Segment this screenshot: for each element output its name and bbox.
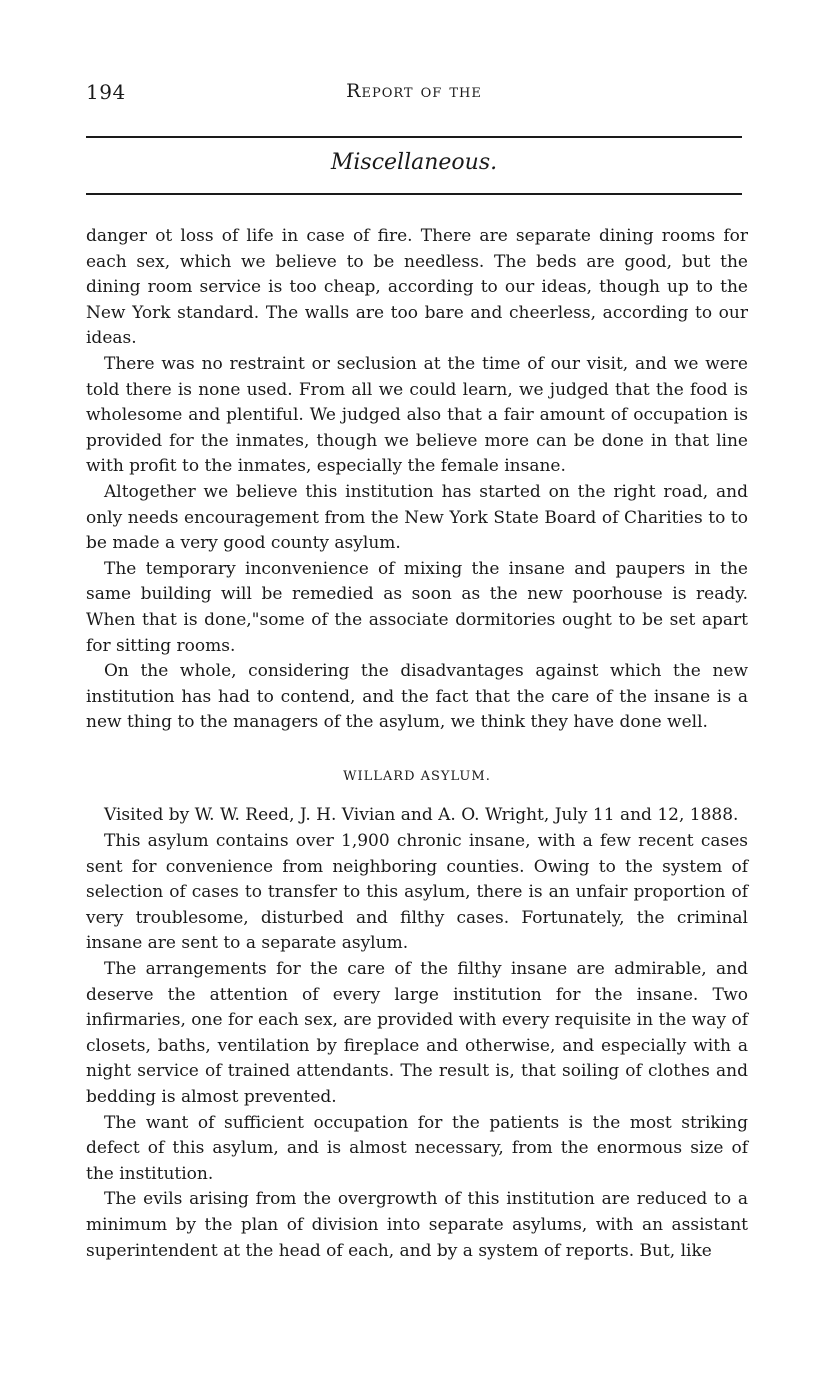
paragraph: Visited by W. W. Reed, J. H. Vivian and A. O. Wright, July 11 and 12, 1888. <box>104 805 739 826</box>
paragraph: The temporary inconvenience of mixing the insane and paupers in the same building will be remedied as soon as the new poorhouse is ready. When that is done,"some of the associate dormitories ought to be set apart for sitting rooms. <box>86 558 748 656</box>
paragraph: Altogether we believe this institution has started on the right road, and only needs encouragement from the New York State Board of Charities to to be made a very good county asylum. <box>86 481 748 554</box>
running-title: Report of the <box>346 80 482 102</box>
header-rule-top <box>86 136 742 138</box>
paragraph: On the whole, considering the disadvantages against which the new institution has had to contend, and the fact that the care of the insane is a new thing to the managers of the asylum, we think they have done well. <box>86 661 748 733</box>
paragraph: The want of sufficient occupation for the patients is the most striking defect of this asylum, and is almost necessary, from the enormous size of the institution. <box>86 1112 748 1184</box>
paragraph: There was no restraint or seclusion at the time of our visit, and we were told there is none used. From all we could learn, we judged that the food is wholesome and plentiful. We judged also that a fair amount of occupation is provided for the inmates, though we believe more can be done in that line with profit to the inmates, especially the female insane. <box>86 353 748 477</box>
section-title: Miscellaneous. <box>330 150 498 175</box>
page-number: 194 <box>86 80 126 104</box>
paragraph: The arrangements for the care of the filthy insane are admirable, and deserve the attention of every large institution for the insane. Two infirmaries, one for each sex, are provided with every requisite in the way of closets, baths, ventilation by fireplace and otherwise, and especially with a night service of trained attendants. The result is, that soiling of clothes and bedding is almost prevented. <box>86 959 748 1107</box>
paragraph: This asylum contains over 1,900 chronic insane, with a few recent cases sent for convenience from neighboring counties. Owing to the system of selection of cases to transfer to this asylum, there is an unfair proportion of very troublesome, disturbed and filthy cases. Fortunately, the criminal insane are sent to a separate asylum. <box>86 831 748 954</box>
paragraph: danger ot loss of life in case of fire. There are separate dining rooms for each sex, which we believe to be needless. The beds are good, but the dining room service is too cheap, according to our ideas, though up to the New York standard. The walls are too bare and cheerless, according to our ideas. <box>86 226 748 349</box>
body-text <box>86 224 748 1264</box>
page-header <box>86 80 742 110</box>
subsection-heading: WILLARD ASYLUM. <box>343 768 491 784</box>
paragraph: The evils arising from the overgrowth of this institution are reduced to a minimum by the plan of division into separate asylums, with an assistant superintendent at the head of each, and by a system of reports. But, like <box>86 1189 748 1261</box>
header-rule-bottom <box>86 193 742 195</box>
